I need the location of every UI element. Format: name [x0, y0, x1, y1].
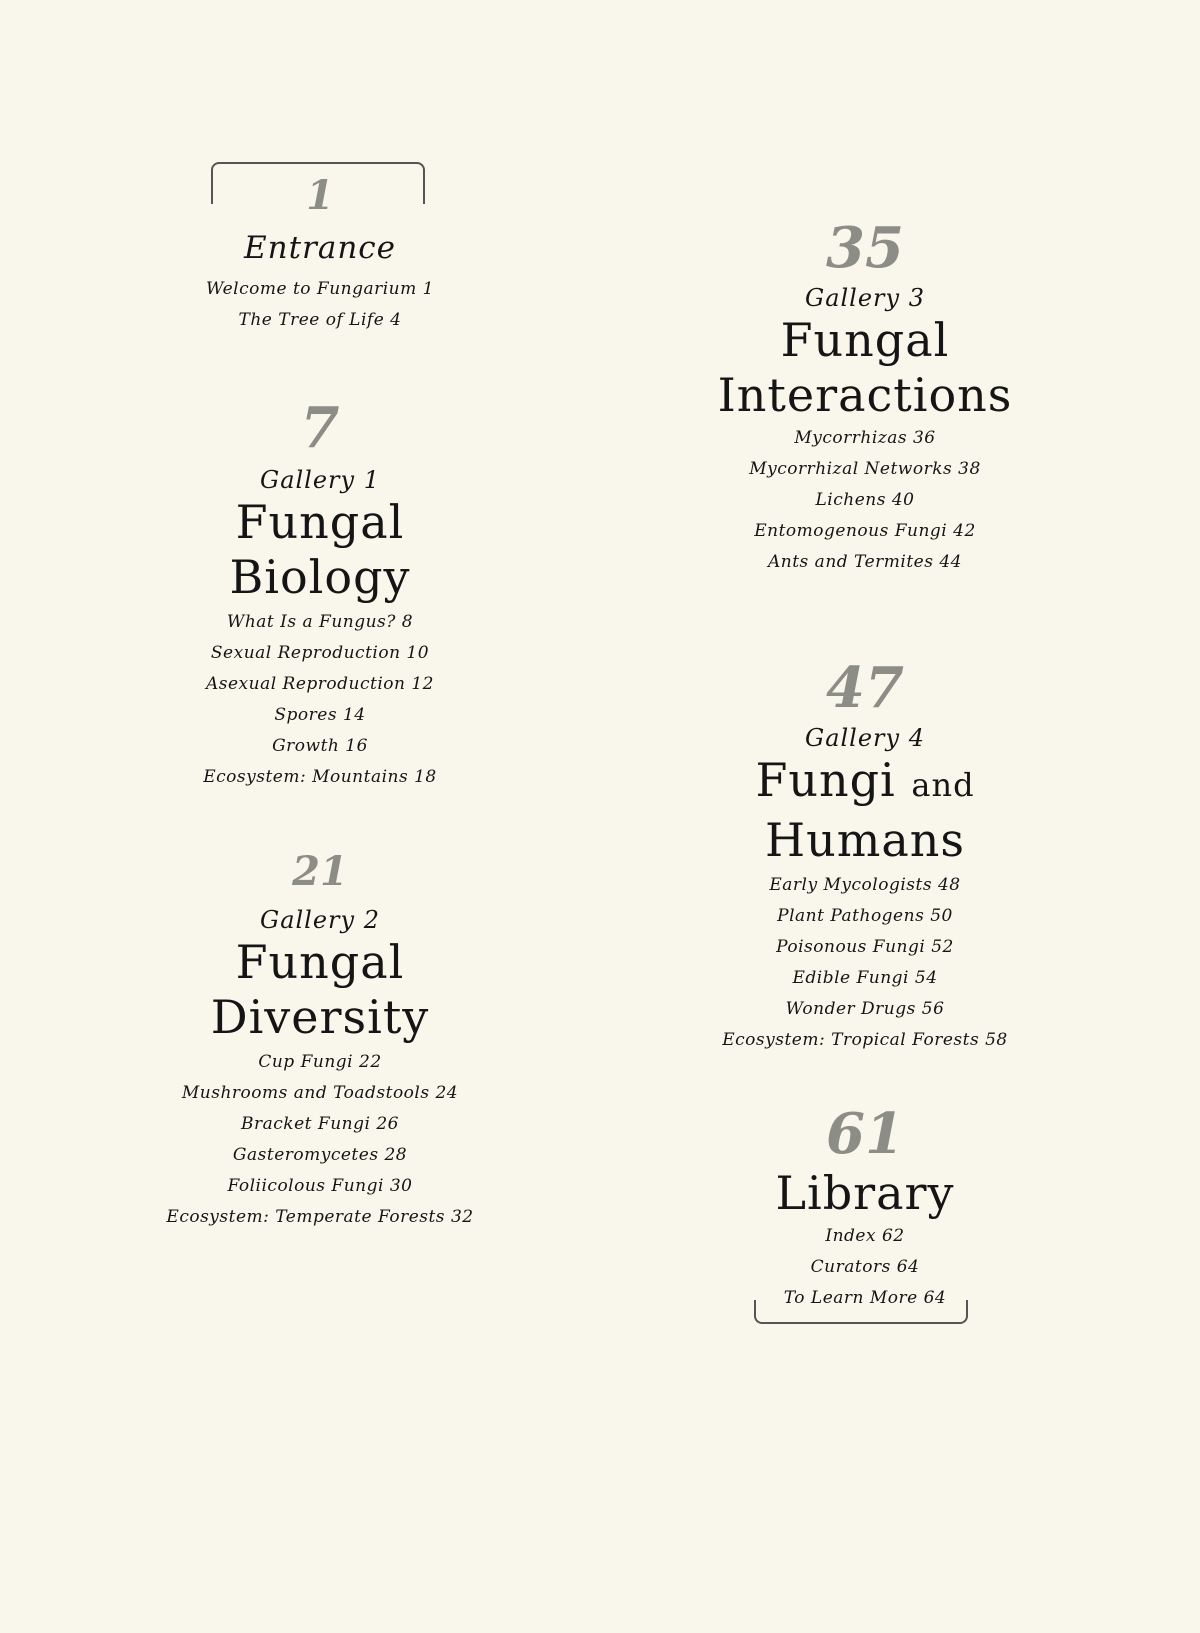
toc-entry[interactable]: Entomogenous Fungi 42 — [754, 520, 976, 541]
toc-entry[interactable]: Spores 14 — [274, 704, 366, 725]
gallery2-title-line2: Diversity — [210, 989, 430, 1044]
library-page-number: 61 — [826, 1101, 904, 1167]
gallery4-page-number: 47 — [826, 655, 904, 721]
right-column — [700, 215, 1030, 1324]
gallery4-label: Gallery 4 — [805, 724, 925, 752]
gallery3-section — [700, 215, 1030, 660]
toc-entry[interactable]: Asexual Reproduction 12 — [205, 673, 435, 694]
toc-entry[interactable]: Mycorrhizal Networks 38 — [749, 458, 981, 479]
gallery3-title-line1: Fungal — [780, 312, 950, 367]
gallery1-label: Gallery 1 — [260, 466, 380, 494]
gallery4-section — [700, 655, 1030, 1106]
toc-entry[interactable]: Ecosystem: Mountains 18 — [203, 766, 437, 787]
gallery2-page-number: 21 — [292, 848, 348, 895]
library-title: Library — [775, 1166, 955, 1220]
gallery4-title-word-fungi: Fungi — [755, 752, 896, 807]
entrance-section — [160, 150, 480, 400]
toc-entry[interactable]: Curators 64 — [810, 1257, 920, 1277]
bottom-bracket-decoration — [754, 1300, 968, 1324]
gallery3-title-line2: Interactions — [717, 367, 1013, 422]
gallery1-section — [160, 395, 480, 852]
gallery4-title-line2: Humans — [764, 812, 966, 867]
toc-entry[interactable]: Sexual Reproduction 10 — [210, 642, 430, 663]
toc-entry[interactable]: Index 62 — [825, 1226, 905, 1246]
toc-entry[interactable]: Welcome to Fungarium 1 — [206, 279, 434, 299]
entrance-items — [160, 274, 480, 336]
left-column — [160, 150, 480, 1233]
toc-entry[interactable]: Plant Pathogens 50 — [777, 905, 953, 926]
toc-entry[interactable]: Mycorrhizas 36 — [794, 427, 936, 448]
gallery3-page-number: 35 — [826, 215, 904, 281]
toc-entry[interactable]: Ecosystem: Tropical Forests 58 — [722, 1029, 1008, 1050]
gallery2-items — [160, 1047, 480, 1233]
entrance-page-number: 1 — [306, 172, 334, 219]
toc-entry[interactable]: Lichens 40 — [815, 489, 915, 510]
top-bracket-decoration — [211, 162, 425, 204]
gallery2-title-line1: Fungal — [235, 934, 405, 989]
toc-entry[interactable]: Bracket Fungi 26 — [241, 1113, 399, 1134]
toc-entry[interactable]: Poisonous Fungi 52 — [776, 936, 954, 957]
toc-entry[interactable]: Early Mycologists 48 — [769, 874, 961, 895]
gallery3-label: Gallery 3 — [805, 284, 925, 312]
gallery3-items — [700, 423, 1030, 578]
gallery4-items — [700, 870, 1030, 1056]
toc-entry[interactable]: Edible Fungi 54 — [792, 967, 938, 988]
library-section — [700, 1101, 1030, 1324]
gallery4-title-line1 — [700, 753, 1030, 813]
toc-entry[interactable]: What Is a Fungus? 8 — [226, 611, 414, 632]
toc-entry[interactable]: Growth 16 — [272, 735, 368, 756]
gallery4-title-word-and: and — [911, 765, 975, 804]
gallery1-items — [160, 607, 480, 793]
gallery1-title-line2: Biology — [229, 549, 411, 604]
toc-entry[interactable]: Mushrooms and Toadstools 24 — [181, 1082, 459, 1103]
toc-entry[interactable]: Cup Fungi 22 — [258, 1051, 382, 1072]
toc-entry[interactable]: Ecosystem: Temperate Forests 32 — [166, 1206, 474, 1227]
gallery2-section — [160, 848, 480, 1233]
gallery1-page-number: 7 — [300, 395, 340, 461]
gallery2-label: Gallery 2 — [260, 906, 380, 934]
toc-entry[interactable]: Foliicolous Fungi 30 — [227, 1175, 413, 1196]
toc-entry[interactable]: Wonder Drugs 56 — [785, 998, 945, 1019]
entrance-title: Entrance — [243, 230, 397, 266]
toc-entry[interactable]: Ants and Termites 44 — [768, 551, 962, 572]
toc-entry[interactable]: Gasteromycetes 28 — [232, 1144, 408, 1165]
toc-entry[interactable]: To Learn More 64 — [783, 1288, 947, 1308]
toc-entry[interactable]: The Tree of Life 4 — [238, 310, 402, 330]
gallery1-title-line1: Fungal — [235, 494, 405, 549]
